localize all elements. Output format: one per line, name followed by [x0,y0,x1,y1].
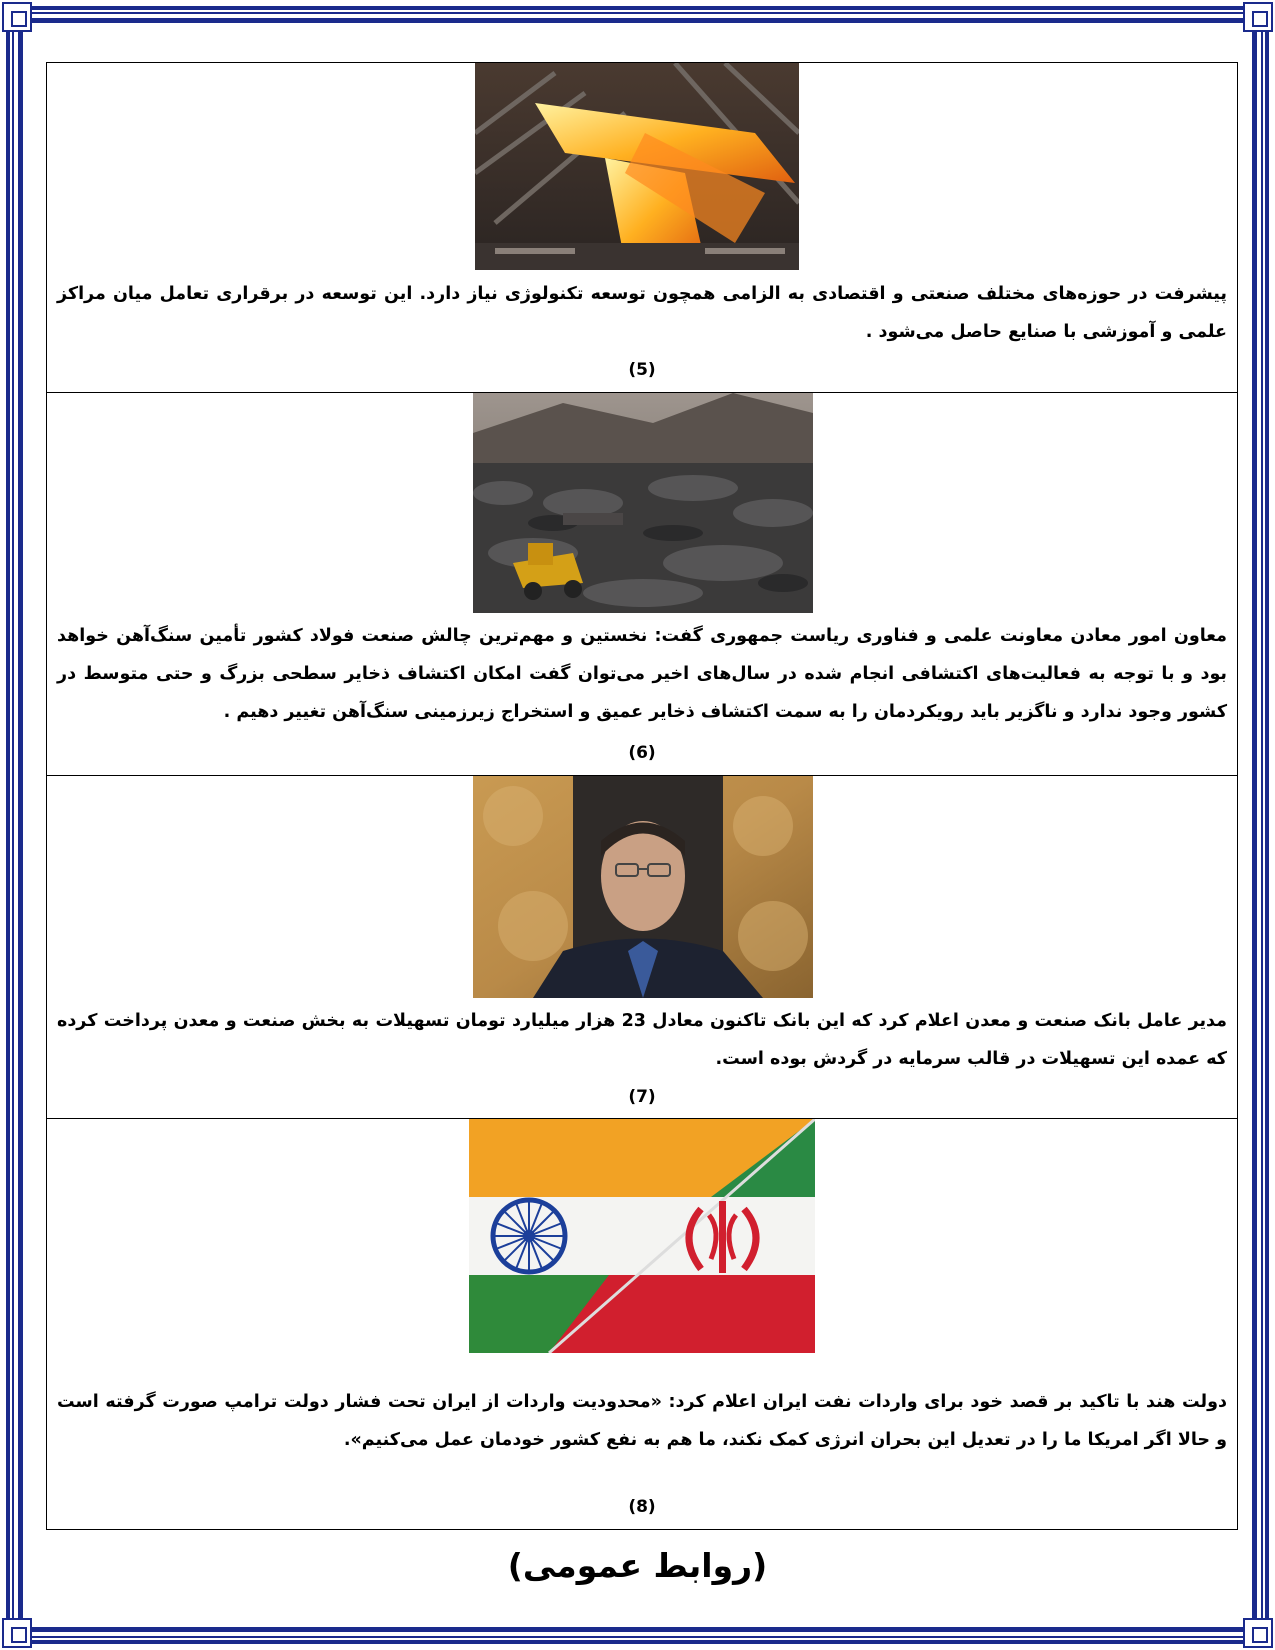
bank-ceo-portrait-photo [473,776,813,998]
border-corner-ornament [2,1618,32,1648]
news-row-6 [47,393,1237,776]
border-corner-ornament [2,2,32,32]
india-iran-flags-image [469,1119,815,1353]
news-number-7: (7) [628,1087,656,1107]
news-text-5: پیشرفت در حوزه‌های مختلف صنعتی و اقتصادی به الزامی همچون توسعه تکنولوژی نیاز دارد. این توسعه در برقراری تعامل میان مراکز علمی و آموزشی با صنایع حاصل می‌شود . [57,284,1227,342]
news-row-5 [47,63,1237,393]
news-number-5: (5) [628,360,656,380]
border-corner-ornament [1243,2,1273,32]
steel-mill-photo [475,63,799,270]
news-number-6: (6) [628,743,656,763]
news-row-7 [47,776,1237,1119]
news-text-6: معاون امور معادن معاونت علمی و فناوری ریاست جمهوری گفت: نخستین و مهم‌ترین چالش صنعت فولاد کشور تأمین سنگ‌آهن خواهد بود و با توجه به فعالیت‌های اکتشافی انجام شده در سال‌های اخیر می‌توان گفت امکان اکتشاف ذخایر سطحی بزرگ و حتی متوسط در کشور وجود ندارد و ناگزیر باید رویکردمان را به سمت اکتشاف ذخایر عمیق و استخراج زیرزمینی سنگ‌آهن تغییر دهیم . [57,626,1227,722]
news-text-7: مدیر عامل بانک صنعت و معدن اعلام کرد که این بانک تاکنون معادل 23 هزار میلیارد تومان تسهیلات به بخش صنعت و معدن پرداخت کرده که عمده این تسهیلات در قالب سرمایه در گردش بوده است. [57,1011,1228,1069]
iron-ore-mine-photo [473,393,813,613]
news-table [46,62,1238,1530]
public-relations-footer: (روابط عمومی) [507,1546,768,1585]
news-row-8 [47,1119,1237,1529]
news-number-8: (8) [628,1497,656,1517]
news-text-8: دولت هند با تاکید بر قصد خود برای واردات نفت ایران اعلام کرد: «محدودیت واردات از ایران تحت فشار دولت ترامپ صورت گرفته است و حالا اگر امریکا ما را در تعدیل این بحران انرژی کمک نکند، ما هم به نفع کشور خودمان عمل می‌کنیم». [57,1392,1227,1450]
border-corner-ornament [1243,1618,1273,1648]
